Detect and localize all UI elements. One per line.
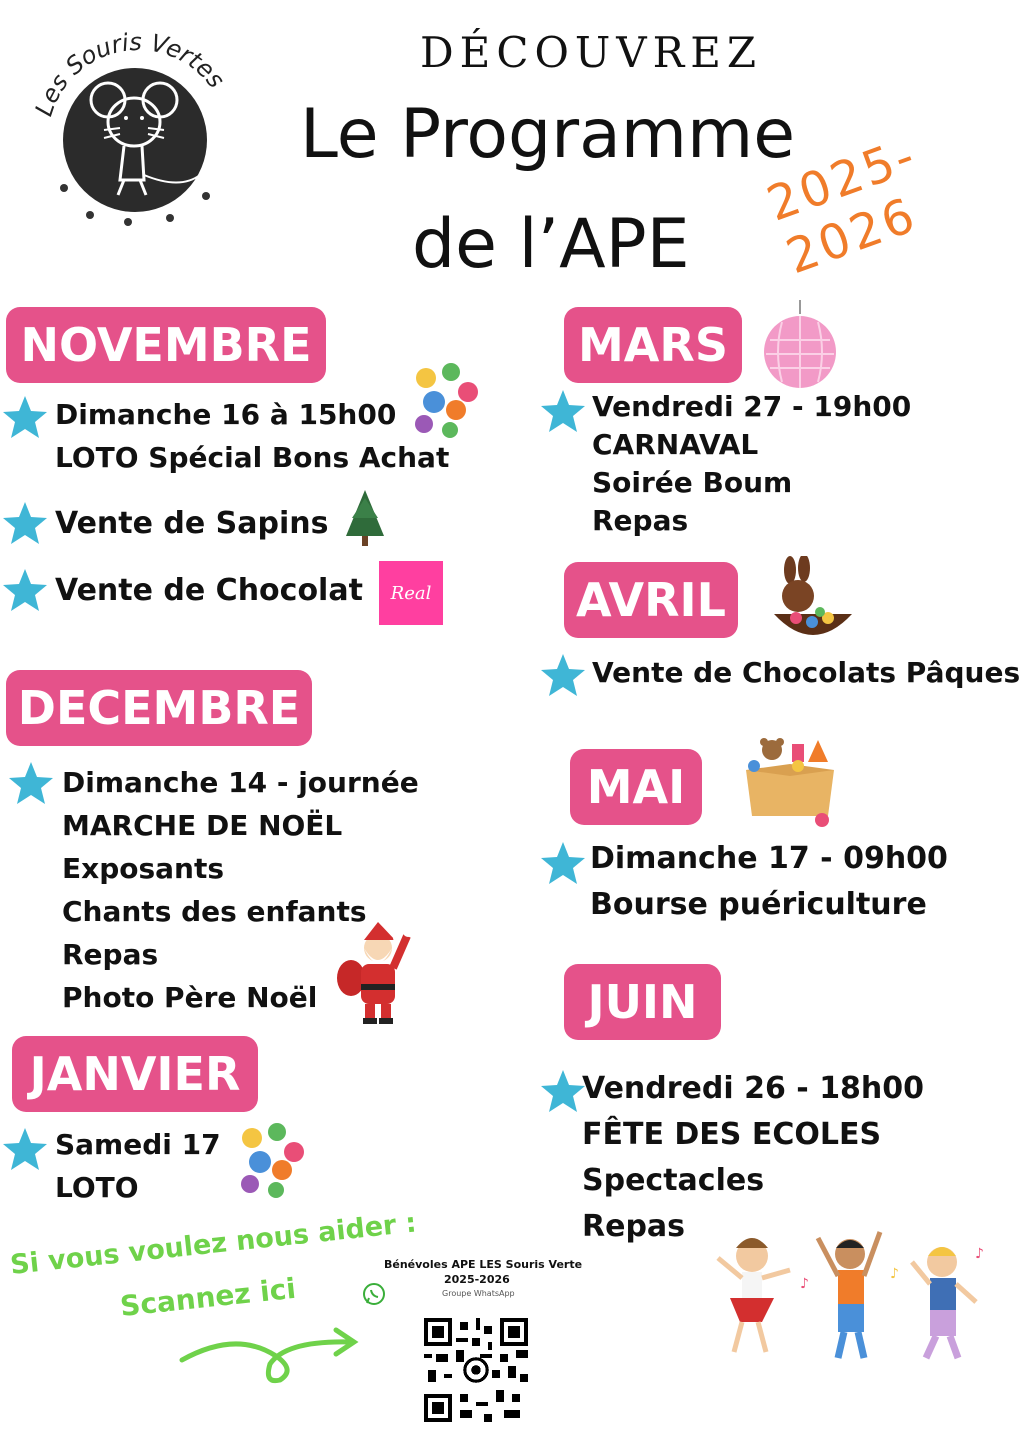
mars-line: Repas (592, 504, 689, 537)
decembre-line: Dimanche 14 - journée (62, 766, 419, 799)
year-label: 2025-2026 (760, 127, 925, 286)
page-title-line2: de l’APE (412, 205, 690, 284)
svg-text:♪: ♪ (975, 1246, 984, 1262)
decembre-line: Photo Père Noël (62, 981, 318, 1014)
toy-box-icon (738, 736, 842, 828)
qr-title-line1: Bénévoles APE LES Souris Verte (384, 1258, 583, 1271)
star-icon (540, 388, 586, 434)
mars-line: CARNAVAL (592, 428, 759, 461)
star-icon (540, 1068, 586, 1114)
lottery-balls-icon (232, 1118, 310, 1200)
decembre-line: Exposants (62, 852, 225, 885)
star-icon (2, 394, 48, 440)
mars-line: Vendredi 27 - 19h00 (592, 390, 912, 423)
month-janvier: JANVIER (12, 1036, 258, 1112)
tree-icon (340, 488, 390, 548)
discover-heading: DÉCOUVREZ (420, 28, 763, 77)
novembre-item3: Vente de Chocolat (55, 573, 363, 608)
novembre-item1-line2: LOTO Spécial Bons Achat (55, 441, 450, 474)
qr-title-line2: 2025-2026 (444, 1273, 510, 1286)
month-novembre: NOVEMBRE (6, 307, 326, 383)
lottery-balls-icon (406, 358, 484, 440)
decembre-line: MARCHE DE NOËL (62, 809, 343, 842)
decembre-line: Chants des enfants (62, 895, 367, 928)
juin-line: Vendredi 26 - 18h00 (582, 1071, 925, 1106)
novembre-item2: Vente de Sapins (55, 506, 329, 541)
star-icon (540, 652, 586, 698)
star-icon (540, 840, 586, 886)
star-icon (2, 500, 48, 546)
brand-logo-text: Real (390, 582, 432, 604)
star-icon (8, 760, 54, 806)
juin-line: Spectacles (582, 1163, 765, 1198)
scan-here-text: Scannez ici (118, 1271, 298, 1323)
janvier-line: Samedi 17 (55, 1128, 221, 1161)
qr-subtitle: Groupe WhatsApp (442, 1289, 515, 1298)
santa-icon (335, 918, 415, 1026)
juin-line: Repas (582, 1209, 686, 1244)
svg-text:♪: ♪ (890, 1266, 899, 1282)
decembre-line: Repas (62, 938, 159, 971)
disco-ball-icon (760, 300, 840, 390)
whatsapp-icon (362, 1282, 386, 1306)
mai-line: Dimanche 17 - 09h00 (590, 841, 948, 876)
janvier-line: LOTO (55, 1171, 139, 1204)
star-icon (2, 1126, 48, 1172)
qr-code[interactable] (424, 1318, 528, 1422)
month-mai: MAI (570, 749, 702, 825)
chocolate-bunny-icon (768, 556, 858, 656)
page-title-line1: Le Programme (300, 95, 796, 174)
svg-text:♪: ♪ (800, 1276, 809, 1292)
month-mars: MARS (564, 307, 742, 383)
month-decembre: DECEMBRE (6, 670, 312, 746)
star-icon (2, 567, 48, 613)
month-avril: AVRIL (564, 562, 738, 638)
mars-line: Soirée Boum (592, 466, 793, 499)
novembre-item1-line1: Dimanche 16 à 15h00 (55, 398, 397, 431)
month-juin: JUIN (564, 964, 721, 1040)
logo (20, 30, 250, 240)
avril-line: Vente de Chocolats Pâques (592, 656, 1021, 689)
arrow-icon (176, 1320, 366, 1392)
dancing-kids-illustration (700, 1218, 1000, 1368)
real-chocolat-logo (379, 561, 443, 625)
help-text: Si vous voulez nous aider : (8, 1207, 418, 1281)
mai-line: Bourse puériculture (590, 887, 927, 922)
juin-line: FÊTE DES ECOLES (582, 1117, 882, 1152)
logo-text: Les Souris Vertes (29, 30, 231, 120)
